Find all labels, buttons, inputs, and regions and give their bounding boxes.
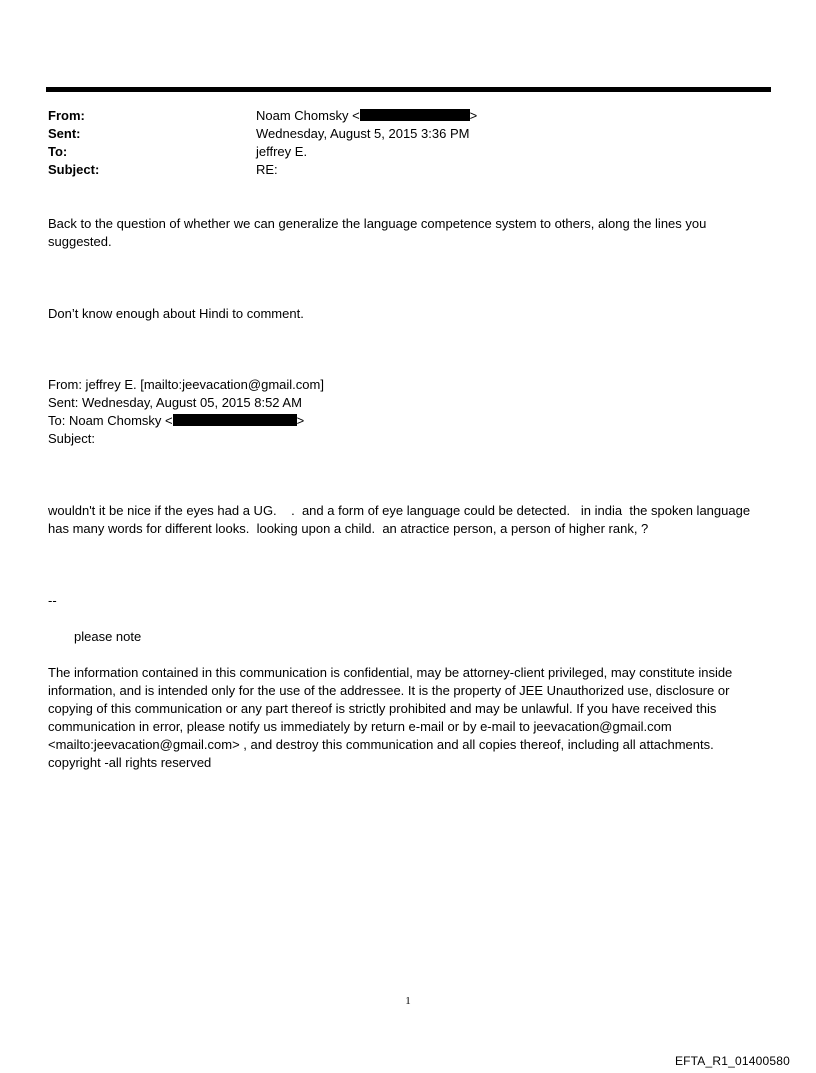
header-divider [46, 87, 771, 92]
redacted-email [360, 109, 470, 121]
to-value: jeffrey E. [256, 144, 308, 159]
subject-row [48, 161, 748, 179]
quoted-sent-line: Sent: Wednesday, August 05, 2015 8:52 AM [48, 395, 302, 410]
redacted-email [173, 414, 297, 426]
quoted-to-prefix: To: Noam Chomsky < [48, 413, 173, 428]
email-header [48, 107, 748, 179]
from-close: > [469, 108, 478, 123]
subject-value: RE: [256, 162, 278, 177]
quoted-from-line: From: jeffrey E. [mailto:jeevacation@gmail.com] [48, 377, 324, 392]
document-id: EFTA_R1_01400580 [674, 1054, 790, 1068]
subject-label: Subject: [48, 162, 100, 177]
to-label: To: [48, 144, 68, 159]
confidentiality-disclaimer: The information contained in this communication is confidential, may be attorney-client privileged, may constitute inside information, and is intended only for the use of the addressee. It is the property of JEE Unauthorized use, disclosure or copying of this communication or any part thereof is strictly prohibited and may be unlawful. If you have received this communication in error, please notify us immediately by return e-mail or by e-mail to jeevacation@gmail.com <mailto:jeevacation@gmail.com> , and destroy this communication and all copies thereof, including all attachments. copyright -all rights reserved [48, 665, 733, 770]
reply-paragraph-1: Back to the question of whether we can generalize the language competence system to others, along the lines you suggested. [48, 216, 707, 249]
signature-separator: -- [48, 593, 57, 608]
sent-value: Wednesday, August 5, 2015 3:36 PM [256, 126, 470, 141]
from-label: From: [48, 108, 85, 123]
quoted-subject-line: Subject: [48, 431, 95, 446]
from-row [48, 107, 748, 125]
quoted-message: wouldn't it be nice if the eyes had a UG. . and a form of eye language could be detected. in india the spoken language has many words for different looks. looking upon a child. an atractice person, a person of higher rank, ? [48, 503, 754, 536]
sent-label: Sent: [48, 126, 81, 141]
quoted-to-suffix: > [296, 413, 305, 428]
from-name: Noam Chomsky < [256, 108, 360, 123]
reply-paragraph-2: Don’t know enough about Hindi to comment. [48, 306, 304, 321]
quoted-header [48, 376, 758, 448]
to-row [48, 143, 748, 161]
quoted-to-line [48, 412, 758, 430]
sent-row [48, 125, 748, 143]
page-number: 1 [405, 995, 411, 1007]
from-value [256, 107, 748, 125]
please-note: please note [74, 629, 142, 644]
